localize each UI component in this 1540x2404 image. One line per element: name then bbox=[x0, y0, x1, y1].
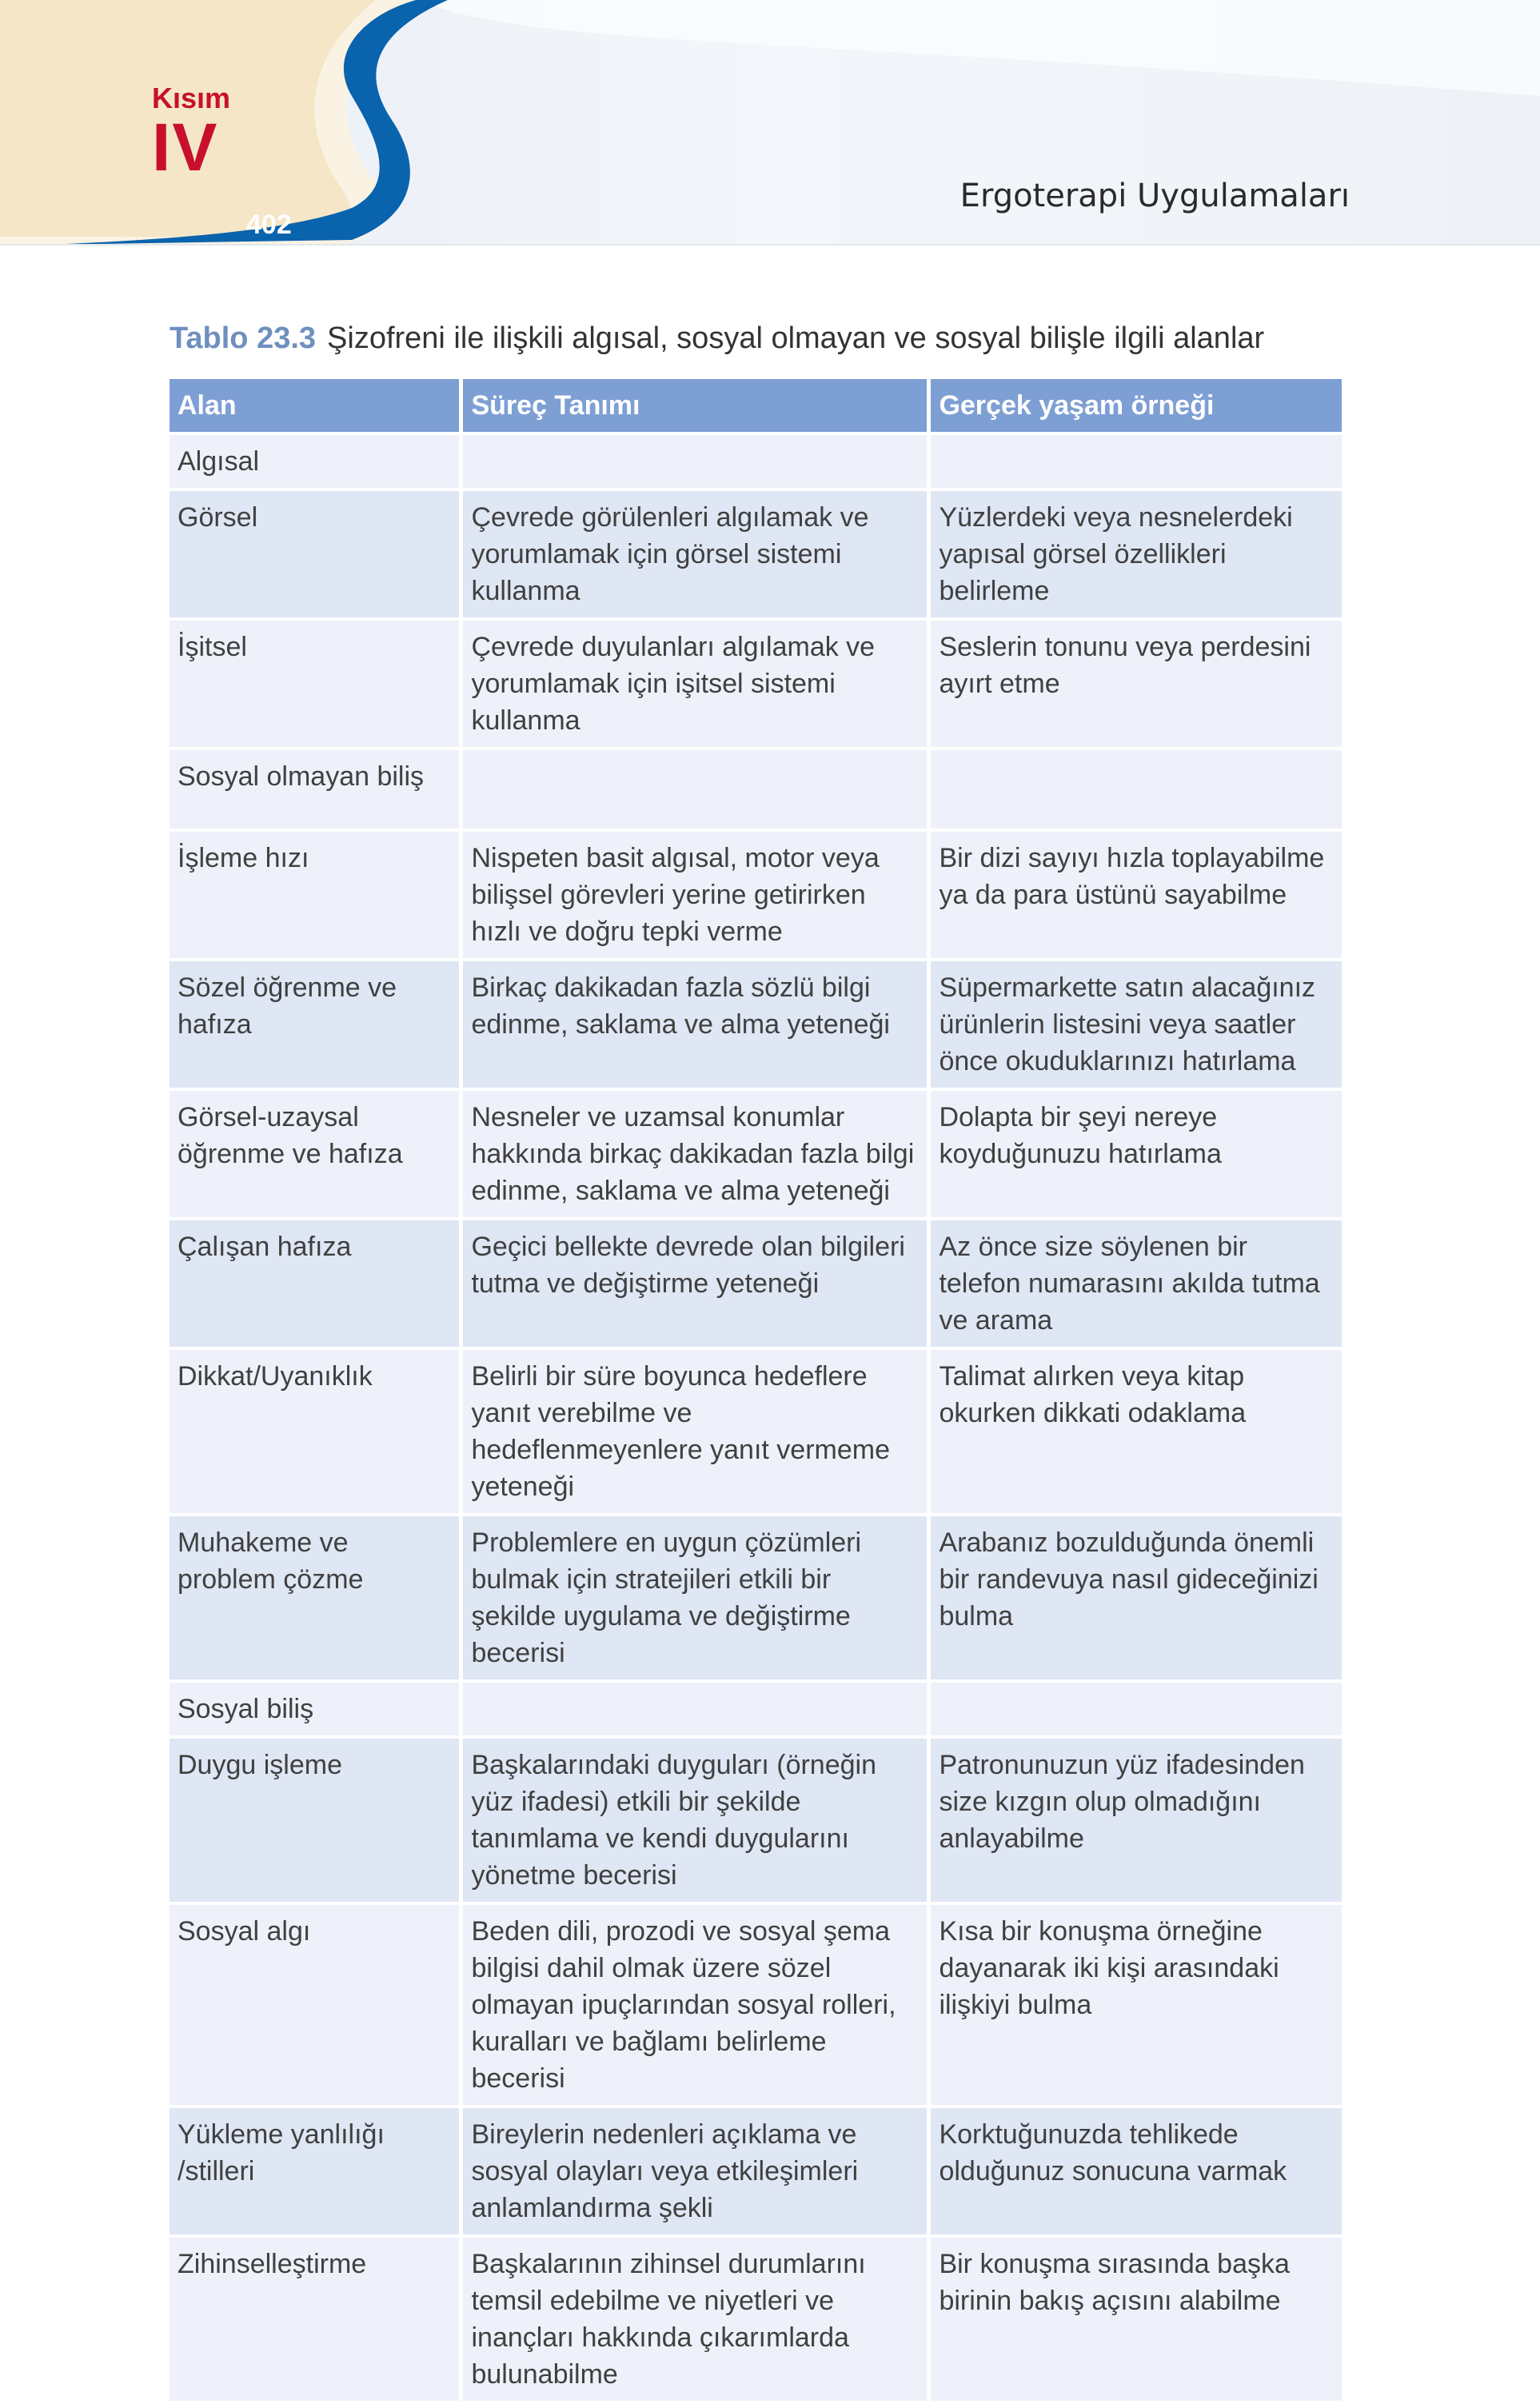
cell-example: Süpermarkette satın alacağınız ürünlerin listesini veya saatler önce okuduklarınızı hatırlama bbox=[931, 961, 1342, 1088]
cell-process: Beden dili, prozodi ve sosyal şema bilgisi dahil olmak üzere sözel olmayan ipuçlarından sosyal rolleri, kuralları ve bağlamı belirleme becerisi bbox=[463, 1905, 927, 2105]
cell-process: Başkalarının zihinsel durumlarını temsil edebilme ve niyetleri ve inançları hakkında çıkarımlarda bulunabilme bbox=[463, 2238, 927, 2401]
column-header-process: Süreç Tanımı bbox=[463, 379, 927, 432]
cell-example: Korktuğunuzda tehlikede olduğunuz sonucuna varmak bbox=[931, 2108, 1342, 2234]
table-row bbox=[170, 1350, 1342, 1513]
cell-area: Sosyal biliş bbox=[170, 1683, 459, 1735]
cell-area: Yükleme yanlılığı /stilleri bbox=[170, 2108, 459, 2234]
cell-process: Birkaç dakikadan fazla sözlü bilgi edinme, saklama ve alma yeteneği bbox=[463, 961, 927, 1088]
cell-example: Bir dizi sayıyı hızla toplayabilme ya da para üstünü sayabilme bbox=[931, 832, 1342, 958]
cell-process: Problemlere en uygun çözümleri bulmak için stratejileri etkili bir şekilde uygulama ve değiştirme becerisi bbox=[463, 1516, 927, 1679]
cell-area: Duygu işleme bbox=[170, 1739, 459, 1902]
cell-process bbox=[463, 1683, 927, 1735]
cell-process: Nispeten basit algısal, motor veya bilişsel görevleri yerine getirirken hızlı ve doğru tepki verme bbox=[463, 832, 927, 958]
table-row bbox=[170, 1905, 1342, 2105]
table-caption-text: Şizofreni ile ilişkili algısal, sosyal olmayan ve sosyal bilişle ilgili alanlar bbox=[327, 321, 1265, 355]
cell-process bbox=[463, 435, 927, 488]
table-caption-number: Tablo 23.3 bbox=[170, 321, 317, 355]
page-number: 402 bbox=[246, 210, 292, 240]
cell-process: Bireylerin nedenleri açıklama ve sosyal olayları veya etkileşimleri anlamlandırma şekli bbox=[463, 2108, 927, 2234]
cell-area: Çalışan hafıza bbox=[170, 1220, 459, 1347]
cell-area: Sözel öğrenme ve hafıza bbox=[170, 961, 459, 1088]
cell-area: Zihinselleştirme bbox=[170, 2238, 459, 2401]
cell-example: Kısa bir konuşma örneğine dayanarak iki kişi arasındaki ilişkiyi bulma bbox=[931, 1905, 1342, 2105]
table-section-row bbox=[170, 750, 1342, 829]
table-row bbox=[170, 1091, 1342, 1217]
table-row bbox=[170, 491, 1342, 617]
cell-example: Bir konuşma sırasında başka birinin bakış açısını alabilme bbox=[931, 2238, 1342, 2401]
cell-area: İşitsel bbox=[170, 621, 459, 747]
cell-process: Geçici bellekte devrede olan bilgileri tutma ve değiştirme yeteneği bbox=[463, 1220, 927, 1347]
cell-example: Arabanız bozulduğunda önemli bir randevuya nasıl gideceğinizi bulma bbox=[931, 1516, 1342, 1679]
cell-process: Çevrede görülenleri algılamak ve yorumlamak için görsel sistemi kullanma bbox=[463, 491, 927, 617]
cell-area: Görsel bbox=[170, 491, 459, 617]
table-row bbox=[170, 621, 1342, 747]
table-header-row bbox=[170, 379, 1342, 432]
cell-area: Dikkat/Uyanıklık bbox=[170, 1350, 459, 1513]
cell-area: Muhakeme ve problem çözme bbox=[170, 1516, 459, 1679]
cell-area: İşleme hızı bbox=[170, 832, 459, 958]
cell-process: Belirli bir süre boyunca hedeflere yanıt verebilme ve hedeflenmeyenlere yanıt vermeme yeteneği bbox=[463, 1350, 927, 1513]
cell-example: Az önce size söylenen bir telefon numarasını akılda tutma ve arama bbox=[931, 1220, 1342, 1347]
table-row bbox=[170, 832, 1342, 958]
cell-example bbox=[931, 750, 1342, 829]
cell-example: Dolapta bir şeyi nereye koyduğunuzu hatırlama bbox=[931, 1091, 1342, 1217]
part-number: IV bbox=[152, 110, 219, 185]
cell-example bbox=[931, 435, 1342, 488]
part-label: Kısım bbox=[152, 82, 231, 114]
cell-process bbox=[463, 750, 927, 829]
domains-table bbox=[166, 376, 1346, 2404]
table-row bbox=[170, 1516, 1342, 1679]
table-section-row bbox=[170, 1683, 1342, 1735]
table-row bbox=[170, 961, 1342, 1088]
table-caption bbox=[170, 321, 1264, 356]
table-row bbox=[170, 1220, 1342, 1347]
table-row bbox=[170, 1739, 1342, 1902]
cell-process: Başkalarındaki duyguları (örneğin yüz ifadesi) etkili bir şekilde tanımlama ve kendi duygularını yönetme becerisi bbox=[463, 1739, 927, 1902]
cell-example bbox=[931, 1683, 1342, 1735]
table-row bbox=[170, 2238, 1342, 2401]
cell-example: Seslerin tonunu veya perdesini ayırt etme bbox=[931, 621, 1342, 747]
cell-example: Talimat alırken veya kitap okurken dikkati odaklama bbox=[931, 1350, 1342, 1513]
cell-process: Çevrede duyulanları algılamak ve yorumlamak için işitsel sistemi kullanma bbox=[463, 621, 927, 747]
column-header-example: Gerçek yaşam örneği bbox=[931, 379, 1342, 432]
running-title: Ergoterapi Uygulamaları bbox=[960, 178, 1350, 214]
table-row bbox=[170, 2108, 1342, 2234]
cell-process: Nesneler ve uzamsal konumlar hakkında birkaç dakikadan fazla bilgi edinme, saklama ve alma yeteneği bbox=[463, 1091, 927, 1217]
cell-area: Görsel-uzaysal öğrenme ve hafıza bbox=[170, 1091, 459, 1217]
cell-area: Sosyal algı bbox=[170, 1905, 459, 2105]
table-section-row bbox=[170, 435, 1342, 488]
column-header-area: Alan bbox=[170, 379, 459, 432]
cell-area: Sosyal olmayan biliş bbox=[170, 750, 459, 829]
cell-example: Patronunuzun yüz ifadesinden size kızgın olup olmadığını anlayabilme bbox=[931, 1739, 1342, 1902]
cell-area: Algısal bbox=[170, 435, 459, 488]
cell-example: Yüzlerdeki veya nesnelerdeki yapısal görsel özellikleri belirleme bbox=[931, 491, 1342, 617]
